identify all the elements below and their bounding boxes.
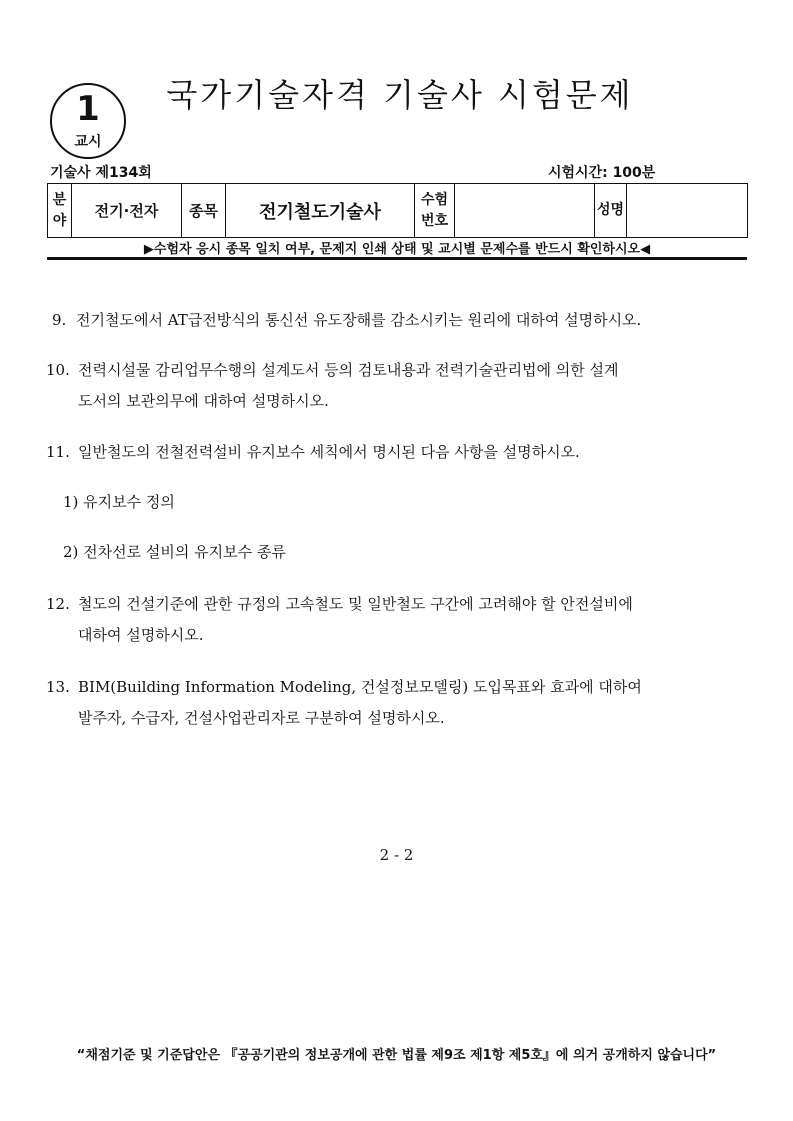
- question-number: 13.: [46, 678, 70, 696]
- name-field[interactable]: [627, 184, 748, 238]
- question-number: 11.: [46, 443, 70, 461]
- footer-disclaimer: “채점기준 및 기준답안은 『공공기관의 정보공개에 관한 법률 제9조 제1항 제5호』에 의거 공개하지 않습니다”: [76, 1048, 717, 1063]
- question-text: 도서의 보관의무에 대하여 설명하시오.: [78, 392, 329, 410]
- session-number: 1: [76, 89, 100, 129]
- exam-session: 기술사 제134회: [50, 165, 152, 181]
- question-text: 대하여 설명하시오.: [78, 626, 204, 644]
- name-label: 성명: [595, 184, 627, 238]
- page-number: 2 - 2: [379, 846, 414, 864]
- exam-number-field[interactable]: [455, 184, 595, 238]
- exam-info-table: [47, 183, 748, 238]
- session-badge: [50, 83, 126, 159]
- question-text: 전력시설물 감리업무수행의 설계도서 등의 검토내용과 전력기술관리법에 의한 설계: [78, 361, 619, 379]
- sub-item: 1) 유지보수 정의: [63, 493, 175, 511]
- field-label: 분야: [48, 184, 72, 238]
- type-label: 종목: [182, 184, 226, 238]
- notice: ▶수험자 응시 종목 일치 여부, 문제지 인쇄 상태 및 교시별 문제수를 반드시 확인하시오◀: [143, 242, 651, 257]
- header-divider: [47, 257, 747, 260]
- type-value: 전기철도기술사: [226, 184, 415, 238]
- field-value: 전기·전자: [72, 184, 182, 238]
- question-text: 철도의 건설기준에 관한 규정의 고속철도 및 일반철도 구간에 고려해야 할 안전설비에: [78, 595, 633, 613]
- session-label: 교시: [74, 134, 102, 150]
- exam-number-label: 수험번호: [415, 184, 455, 238]
- question-text: BIM(Building Information Modeling, 건설정보모델링) 도입목표와 효과에 대하여: [78, 678, 642, 696]
- question-number: 12.: [46, 595, 70, 613]
- question-number: 9.: [52, 311, 67, 329]
- question-text: 발주자, 수급자, 건설사업관리자로 구분하여 설명하시오.: [78, 709, 445, 727]
- question-number: 10.: [46, 361, 70, 379]
- question-text: 일반철도의 전철전력설비 유지보수 세칙에서 명시된 다음 사항을 설명하시오.: [78, 443, 580, 461]
- sub-item: 2) 전차선로 설비의 유지보수 종류: [63, 543, 286, 561]
- question-text: 전기철도에서 AT급전방식의 통신선 유도장해를 감소시키는 원리에 대하여 설명하시오.: [76, 311, 642, 329]
- page-title: 국가기술자격 기술사 시험문제: [166, 76, 634, 114]
- exam-time: 시험시간: 100분: [548, 165, 656, 181]
